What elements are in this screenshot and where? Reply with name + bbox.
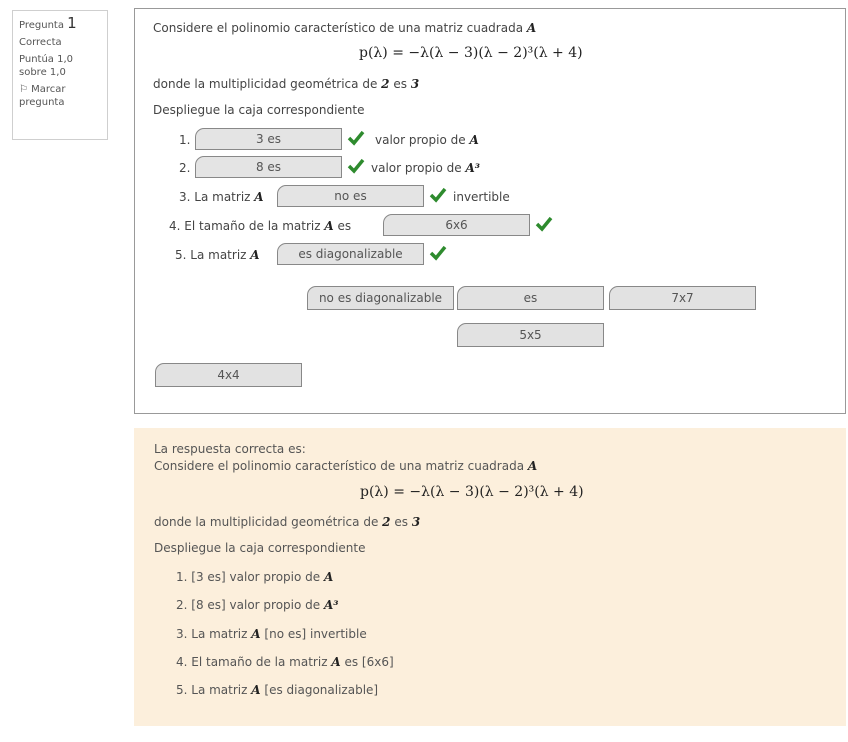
drag-choice[interactable]: 5x5 xyxy=(457,323,604,347)
feedback-intro: Considere el polinomio característico de una matriz cuadrada A xyxy=(154,459,538,473)
feedback-instruction: Despliegue la caja correspondiente xyxy=(154,541,366,555)
drag-choice[interactable]: no es diagonalizable xyxy=(307,286,454,310)
correct-check-icon xyxy=(535,216,553,232)
feedback-answer: 2. [8 es] valor propio de A³ xyxy=(176,598,339,612)
flag-question-link[interactable] xyxy=(19,83,101,109)
item-text: valor propio de A xyxy=(375,133,479,147)
question-number: 1 xyxy=(67,14,77,32)
correct-check-icon xyxy=(429,245,447,261)
item-text: 4. El tamaño de la matriz A es xyxy=(169,219,352,233)
drop-zone-5[interactable]: es diagonalizable xyxy=(277,243,424,265)
feedback-multiplicity: donde la multiplicidad geométrica de 2 es 3 xyxy=(154,515,421,529)
correct-answer-feedback xyxy=(134,428,846,726)
drop-zone-1[interactable]: 3 es xyxy=(195,128,342,150)
question-state: Correcta xyxy=(19,37,62,48)
instruction-text: Despliegue la caja correspondiente xyxy=(153,103,365,117)
drag-choice[interactable]: 4x4 xyxy=(155,363,302,387)
question-intro: Considere el polinomio característico de una matriz cuadrada A xyxy=(153,21,537,35)
question-grade: Puntúa 1,0 sobre 1,0 xyxy=(19,54,73,78)
item-text: 3. La matriz A xyxy=(179,190,264,204)
question-content xyxy=(134,8,846,414)
feedback-polynomial: p(λ) = −λ(λ − 3)(λ − 2)³(λ + 4) xyxy=(360,484,584,500)
feedback-answer: 4. El tamaño de la matriz A es [6x6] xyxy=(176,655,394,669)
correct-check-icon xyxy=(347,130,365,146)
feedback-answer: 3. La matriz A [no es] invertible xyxy=(176,627,367,641)
item-text: 5. La matriz A xyxy=(175,248,260,262)
feedback-answer: 5. La matriz A [es diagonalizable] xyxy=(176,683,379,697)
item-text: valor propio de A³ xyxy=(371,161,481,175)
item-text: invertible xyxy=(453,190,510,204)
characteristic-polynomial: p(λ) = −λ(λ − 3)(λ − 2)³(λ + 4) xyxy=(359,45,583,61)
drag-choice[interactable]: es xyxy=(457,286,604,310)
correct-check-icon xyxy=(429,187,447,203)
multiplicity-text: donde la multiplicidad geométrica de 2 es 3 xyxy=(153,77,420,91)
question-info xyxy=(12,10,108,140)
flag-icon: ⚐ xyxy=(19,84,28,95)
drop-zone-4[interactable]: 6x6 xyxy=(383,214,530,236)
drop-zone-2[interactable]: 8 es xyxy=(195,156,342,178)
feedback-answer: 1. [3 es] valor propio de A xyxy=(176,570,334,584)
flag-label: Marcar pregunta xyxy=(19,84,66,108)
feedback-heading: La respuesta correcta es: xyxy=(154,442,306,456)
correct-check-icon xyxy=(347,158,365,174)
question-label: Pregunta xyxy=(19,20,64,31)
item-number: 1. xyxy=(179,133,191,147)
drop-zone-3[interactable]: no es xyxy=(277,185,424,207)
drag-choice[interactable]: 7x7 xyxy=(609,286,756,310)
item-number: 2. xyxy=(179,161,191,175)
